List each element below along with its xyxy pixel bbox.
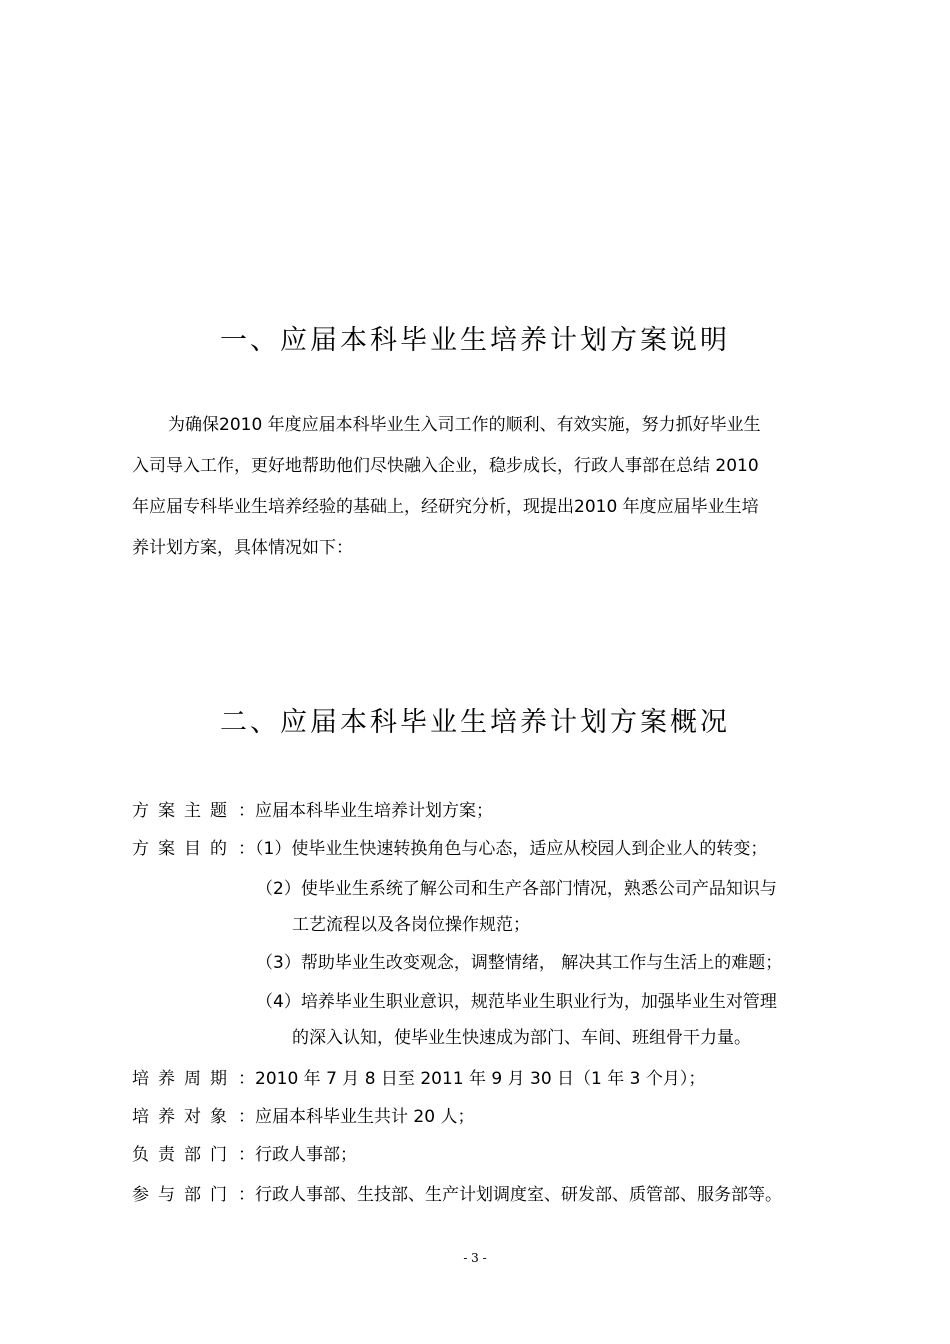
theme-label: 方案主题 (132, 801, 236, 821)
purpose-line: （4）培养毕业生职业意识，规范毕业生职业行为，加强毕业生对管理 (256, 992, 777, 1012)
responsible-value: ：行政人事部； (238, 1145, 357, 1165)
purpose-line: ：（1）使毕业生快速转换角色与心态，适应从校园人到企业人的转变； (238, 839, 768, 859)
paragraph-line: 入司导入工作，更好地帮助他们尽快融入企业，稳步成长，行政人事部在总结 2010 (132, 456, 759, 476)
target-label: 培养对象 (132, 1107, 236, 1127)
paragraph-line: 年应届专科毕业生培养经验的基础上，经研究分析，现提出2010 年度应届毕业生培 (132, 497, 759, 517)
participants-value: ：行政人事部、生技部、生产计划调度室、研发部、质管部、服务部等。 (238, 1185, 782, 1205)
paragraph-line: 养计划方案，具体情况如下： (132, 538, 353, 558)
purpose-line: （2）使毕业生系统了解公司和生产各部门情况，熟悉公司产品知识与 (256, 879, 777, 899)
purpose-line: 的深入认知，使毕业生快速成为部门、车间、班组骨干力量。 (292, 1028, 751, 1048)
section1-paragraph (132, 405, 844, 569)
participants-label: 参与部门 (132, 1185, 236, 1205)
paragraph-line: 为确保2010 年度应届本科毕业生入司工作的顺利、有效实施，努力抓好毕业生 (168, 415, 761, 435)
page-number: - 3 - (463, 1251, 487, 1265)
purpose-label: 方案目的 (132, 839, 236, 859)
purpose-line: （3）帮助毕业生改变观念，调整情绪， 解决其工作与生活上的难题； (256, 953, 783, 973)
section2-heading: 二、应届本科毕业生培养计划方案概况 (220, 707, 730, 738)
purpose-line: 工艺流程以及各岗位操作规范； (292, 915, 530, 935)
period-label: 培养周期 (132, 1069, 236, 1089)
theme-value: ：应届本科毕业生培养计划方案； (238, 801, 493, 821)
period-value: ：2010 年 7 月 8 日至 2011 年 9 月 30 日（1 年 3 个月）； (238, 1069, 706, 1089)
section1-heading: 一、应届本科毕业生培养计划方案说明 (220, 325, 730, 356)
target-value: ：应届本科毕业生共计 20 人； (238, 1107, 475, 1127)
responsible-label: 负责部门 (132, 1145, 236, 1165)
